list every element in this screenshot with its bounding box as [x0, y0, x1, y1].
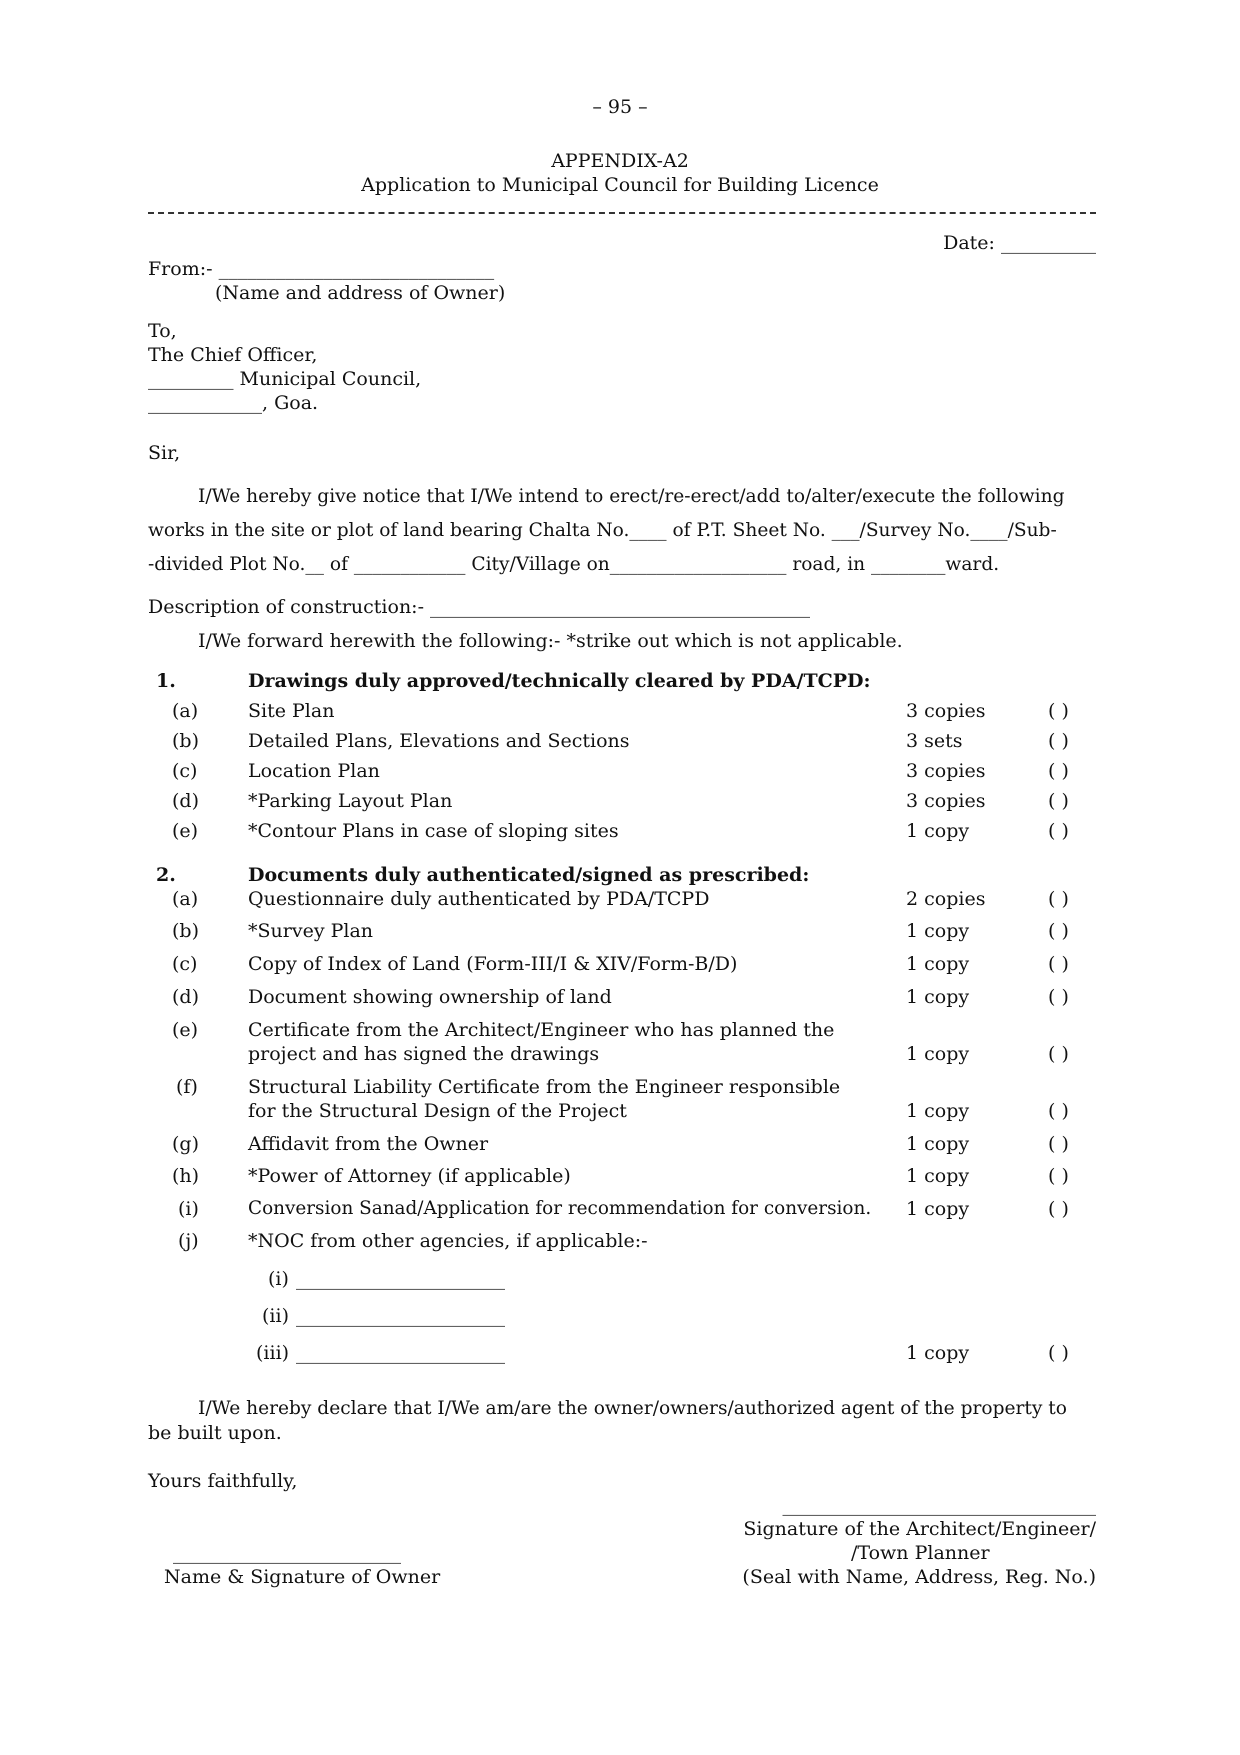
item-checkbox: ( )	[1048, 1043, 1069, 1065]
notice-line: I/We hereby give notice that I/We intend to erect/re-erect/add to/alter/execute the following	[198, 486, 1065, 507]
noc-key: (i)	[268, 1268, 289, 1290]
closing: Yours faithfully,	[148, 1470, 298, 1492]
item-checkbox: ( )	[1048, 790, 1069, 812]
item-checkbox: ( )	[1048, 1100, 1069, 1122]
item-key: (b)	[172, 730, 199, 752]
item-key: (e)	[172, 1019, 199, 1041]
item-checkbox: ( )	[1048, 760, 1069, 782]
item-checkbox: ( )	[1048, 820, 1069, 842]
to-line: The Chief Officer,	[148, 344, 318, 366]
signature-line: ________________________	[173, 1542, 401, 1564]
item-qty: 3 sets	[906, 730, 963, 752]
page-number: – 95 –	[592, 96, 648, 118]
item-qty: 1 copy	[906, 1100, 970, 1122]
appendix-title: APPENDIX-A2	[551, 150, 689, 172]
item-checkbox: ( )	[1048, 700, 1069, 722]
item-text: Structural Liability Certificate from the Engineer responsible	[248, 1076, 841, 1098]
section-heading: Documents duly authenticated/signed as prescribed:	[248, 864, 810, 886]
item-qty: 1 copy	[906, 820, 970, 842]
item-checkbox: ( )	[1048, 888, 1069, 910]
notice-line: works in the site or plot of land bearing Chalta No.____ of P.T. Sheet No. ___/Survey No.____/Sub-	[148, 520, 1057, 541]
item-checkbox: ( )	[1048, 730, 1069, 752]
item-checkbox: ( )	[1048, 1198, 1069, 1220]
salutation: Sir,	[148, 442, 181, 464]
item-qty: 1 copy	[906, 920, 970, 942]
item-qty: 1 copy	[906, 953, 970, 975]
item-key: (h)	[172, 1165, 200, 1187]
section-number: 2.	[156, 864, 176, 886]
notice-line: -divided Plot No.__ of ____________ City/Village on___________________ road, in ________ward.	[148, 554, 1000, 575]
item-checkbox: ( )	[1048, 953, 1069, 975]
item-qty: 2 copies	[906, 888, 986, 910]
item-text: Copy of Index of Land (Form-III/I & XIV/Form-B/D)	[248, 953, 738, 975]
item-text: Detailed Plans, Elevations and Sections	[248, 730, 630, 752]
item-key: (i)	[178, 1198, 199, 1220]
item-text: *Parking Layout Plan	[248, 790, 453, 812]
item-checkbox: ( )	[1048, 920, 1069, 942]
item-checkbox: ( )	[1048, 986, 1069, 1008]
item-qty: 3 copies	[906, 790, 986, 812]
item-text: *Power of Attorney (if applicable)	[248, 1165, 571, 1187]
forward-text: I/We forward herewith the following:- *strike out which is not applicable.	[198, 630, 903, 652]
item-text: Document showing ownership of land	[248, 986, 612, 1008]
item-qty: 1 copy	[906, 1342, 970, 1364]
item-text: *NOC from other agencies, if applicable:-	[248, 1230, 648, 1252]
item-key: (j)	[178, 1230, 199, 1252]
declaration-line: I/We hereby declare that I/We am/are the owner/owners/authorized agent of the property to	[198, 1398, 1067, 1419]
item-text: Affidavit from the Owner	[248, 1133, 489, 1155]
signature-caption: /Town Planner	[851, 1542, 990, 1564]
item-checkbox: ( )	[1048, 1342, 1069, 1364]
item-text: Conversion Sanad/Application for recommendation for conversion.	[248, 1198, 872, 1219]
item-qty: 1 copy	[906, 1133, 970, 1155]
section-number: 1.	[156, 670, 176, 692]
noc-blank: ______________________	[296, 1305, 505, 1327]
description-field: Description of construction:- ________________________________________	[148, 596, 811, 618]
signature-line: _________________________________	[782, 1494, 1096, 1516]
item-qty: 3 copies	[906, 760, 986, 782]
item-key: (d)	[172, 986, 199, 1008]
item-qty: 3 copies	[906, 700, 986, 722]
item-key: (b)	[172, 920, 199, 942]
item-key: (d)	[172, 790, 199, 812]
from-field: From:- _____________________________	[148, 258, 495, 280]
item-qty: 1 copy	[906, 1198, 970, 1220]
from-caption: (Name and address of Owner)	[215, 282, 506, 304]
item-text: Site Plan	[248, 700, 335, 722]
item-key: (a)	[172, 888, 199, 910]
date-field: Date: __________	[943, 232, 1096, 254]
to-line: To,	[148, 320, 177, 342]
item-qty: 1 copy	[906, 986, 970, 1008]
item-qty: 1 copy	[906, 1165, 970, 1187]
item-text: Questionnaire duly authenticated by PDA/TCPD	[248, 888, 710, 910]
item-key: (c)	[172, 953, 198, 975]
form-title: Application to Municipal Council for Building Licence	[361, 174, 879, 196]
to-line: ____________, Goa.	[148, 392, 319, 414]
declaration-line: be built upon.	[148, 1422, 282, 1444]
item-text: *Survey Plan	[248, 920, 374, 942]
item-text: Certificate from the Architect/Engineer who has planned the	[248, 1019, 835, 1041]
noc-key: (iii)	[256, 1342, 290, 1364]
item-key: (f)	[176, 1076, 198, 1098]
signature-caption: Signature of the Architect/Engineer/	[743, 1518, 1096, 1540]
item-checkbox: ( )	[1048, 1133, 1069, 1155]
item-qty: 1 copy	[906, 1043, 970, 1065]
item-checkbox: ( )	[1048, 1165, 1069, 1187]
item-key: (a)	[172, 700, 199, 722]
section-heading: Drawings duly approved/technically cleared by PDA/TCPD:	[248, 670, 871, 692]
item-text: for the Structural Design of the Project	[248, 1100, 627, 1122]
item-key: (c)	[172, 760, 198, 782]
noc-blank: ______________________	[296, 1268, 505, 1290]
item-text: Location Plan	[248, 760, 380, 782]
item-key: (e)	[172, 820, 199, 842]
to-line: _________ Municipal Council,	[148, 368, 422, 390]
item-text: project and has signed the drawings	[248, 1043, 600, 1065]
item-text: *Contour Plans in case of sloping sites	[248, 820, 619, 842]
noc-blank: ______________________	[296, 1342, 505, 1364]
dashed-divider	[148, 212, 1096, 214]
item-key: (g)	[172, 1133, 199, 1155]
noc-key: (ii)	[262, 1305, 289, 1327]
signature-caption: (Seal with Name, Address, Reg. No.)	[742, 1566, 1096, 1588]
signature-caption: Name & Signature of Owner	[164, 1566, 441, 1588]
